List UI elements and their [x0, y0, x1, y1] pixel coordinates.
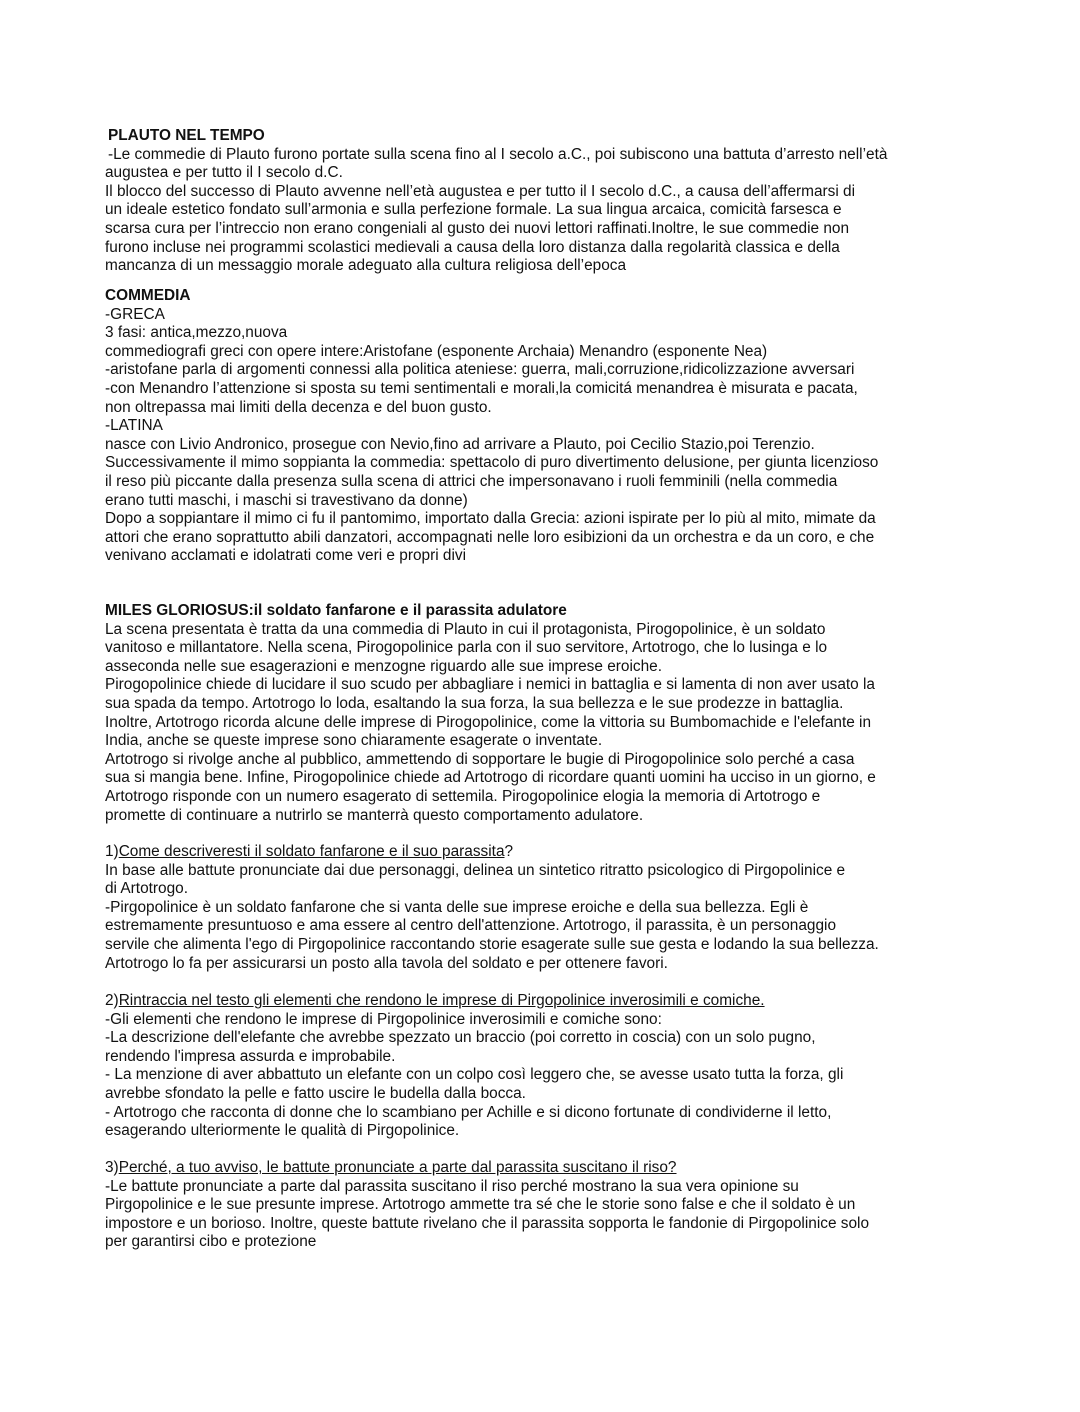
- text-line: -LATINA: [105, 417, 163, 435]
- text-line: In base alle battute pronunciate dai due personaggi, delinea un sintetico ritratto psicologico di Pirgopolinice e: [105, 861, 846, 879]
- text-line: nasce con Livio Andronico, prosegue con Nevio,fino ad arrivare a Plauto, poi Cecilio Stazio,poi Terenzio.: [105, 435, 815, 453]
- text-line: - Artotrogo che racconta di donne che lo scambiano per Achille e si dicono fortunate di condividerne il letto,: [105, 1103, 832, 1121]
- text-line: attori che erano soprattutto abili danzatori, accompagnati nelle loro esibizioni da un orchestra e da un coro, e che: [105, 528, 875, 546]
- text-line: asseconda nelle sue esagerazioni e menzogne riguardo alle sue imprese eroiche.: [105, 657, 662, 675]
- text-line: -con Menandro l’attenzione si sposta su temi sentimentali e morali,la comicitá menandrea è misurata e pacata,: [105, 379, 858, 397]
- question-text: Come descriveresti il soldato fanfarone e il suo parassita: [118, 843, 505, 860]
- question-text: Perché, a tuo avviso, le battute pronunciate a parte dal parassita suscitano il riso?: [118, 1159, 677, 1176]
- text-line: non oltrepassa mai limiti della decenza e del buon gusto.: [105, 398, 492, 416]
- text-line: Artotrogo risponde con un numero esagerato di settemila. Pirogopolinice elogia la memoria di Artotrogo e: [105, 787, 821, 805]
- question-number: 1): [105, 843, 119, 860]
- text-line: rendendo l'impresa assurda e improbabile.: [105, 1047, 396, 1065]
- text-line: -Gli elementi che rendono le imprese di Pirgopolinice inverosimili e comiche sono:: [105, 1010, 662, 1028]
- section-commedia: [105, 287, 955, 566]
- section-plauto-nel-tempo: [105, 127, 955, 276]
- text-line: Pirgopolinice e le sue presunte imprese. Artotrogo ammette tra sé che le storie sono false e che il soldato è un: [105, 1196, 856, 1214]
- text-line: -Le battute pronunciate a parte dal parassita suscitano il riso perché mostrano la sua vera opinione su: [105, 1177, 799, 1195]
- text-line: un ideale estetico fondato sull’armonia e sulla perfezione formale. La sua lingua arcaica, comicità farsesca e: [105, 201, 842, 219]
- question-heading: [105, 992, 955, 1011]
- text-line: Il blocco del successo di Plauto avvenne nell’età augustea e per tutto il I secolo d.C., a causa dell’affermarsi di: [105, 182, 856, 200]
- section-question-2: [105, 992, 955, 1141]
- text-line: vanitoso e millantatore. Nella scena, Pirogopolinice parla con il suo servitore, Artotrogo, che lo lusinga e lo: [105, 639, 828, 657]
- text-line: il reso più piccante dalla presenza sulla scena di attrici che impersonavano i ruoli femminili (nella commedia: [105, 472, 838, 490]
- text-line: -aristofane parla di argomenti connessi alla politica ateniese: guerra, mali,corruzione,ridicolizzazione avversari: [105, 361, 855, 379]
- section-miles-gloriosus: [105, 602, 955, 825]
- question-number: 2): [105, 992, 119, 1009]
- text-line: per garantirsi cibo e protezione: [105, 1233, 317, 1251]
- text-line: -Pirgopolinice è un soldato fanfarone che si vanta delle sue imprese eroiche e della sua bellezza. Egli è: [105, 898, 809, 916]
- text-line: sua spada da tempo. Artotrogo lo loda, esaltando la sua forza, la sua bellezza e le sue prodezze in battaglia.: [105, 694, 844, 712]
- text-line: venivano acclamati e idolatrati come veri e propri divi: [105, 547, 466, 565]
- text-line: -Le commedie di Plauto furono portate sulla scena fino al I secolo a.C., poi subiscono una battuta d’arresto nell’età: [108, 145, 888, 163]
- text-line: avrebbe sfondato la pelle e fatto uscire le budella dalla bocca.: [105, 1084, 526, 1102]
- text-line: Successivamente il mimo soppianta la commedia: spettacolo di puro divertimento delusione, per giunta licenzioso: [105, 454, 879, 472]
- text-line: Artotrogo si rivolge anche al pubblico, ammettendo di sopportare le bugie di Pirogopolinice solo perché a casa: [105, 750, 855, 768]
- text-line: La scena presentata è tratta da una commedia di Plauto in cui il protagonista, Pirogopolinice, è un soldato: [105, 620, 826, 638]
- text-line: esagerando ulteriormente le qualità di Pirgopolinice.: [105, 1122, 460, 1140]
- text-line: promette di continuare a nutrirlo se manterrà questo comportamento adulatore.: [105, 806, 644, 824]
- text-line: Pirogopolinice chiede di lucidare il suo scudo per abbagliare i nemici in battaglia e si lamenta di non aver usato la: [105, 676, 875, 694]
- question-heading: [105, 1159, 955, 1178]
- text-line: Dopo a soppiantare il mimo ci fu il pantomimo, importato dalla Grecia: azioni ispirate per lo più al mito, mimate da: [105, 510, 876, 528]
- text-line: impostore e un borioso. Inoltre, queste battute rivelano che il parassita sopporta le fandonie di Pirgopolinice solo: [105, 1214, 870, 1232]
- question-heading: [105, 843, 955, 862]
- text-line: -La descrizione dell'elefante che avrebbe spezzato un braccio (poi corretto in coscia) con un solo pugno,: [105, 1029, 816, 1047]
- text-line: mancanza di un messaggio morale adeguato alla cultura religiosa dell’epoca: [105, 257, 627, 275]
- text-line: estremamente presuntuoso e ama essere al centro dell'attenzione. Artotrogo, il parassita, è un personaggio: [105, 917, 837, 935]
- question-text: Rintraccia nel testo gli elementi che rendono le imprese di Pirgopolinice inverosimili e comiche.: [118, 992, 765, 1009]
- text-line: India, anche se queste imprese sono chiaramente esagerate o inventate.: [105, 732, 603, 750]
- section-question-3: [105, 1159, 955, 1252]
- text-line: di Artotrogo.: [105, 880, 188, 898]
- text-line: Inoltre, Artotrogo ricorda alcune delle imprese di Pirogopolinice, come la vittoria su Bumbomachide e l'elefante in: [105, 713, 872, 731]
- text-line: scarsa cura per l’intreccio non erano congeniali al gusto dei nuovi lettori raffinati.Inoltre, le sue commedie non: [105, 219, 850, 237]
- text-line: augustea e per tutto il I secolo d.C.: [105, 164, 343, 182]
- text-line: - La menzione di aver abbattuto un elefante con un colpo così leggero che, se avesse usato tutta la forza, gli: [105, 1066, 844, 1084]
- text-line: servile che alimenta l'ego di Pirgopolinice raccontando storie esagerate sulle sue gesta e lodando la sua bellezza.: [105, 935, 879, 953]
- text-line: erano tutti maschi, i maschi si travestivano da donne): [105, 491, 468, 509]
- text-line: sua si mangia bene. Infine, Pirogopolinice chiede ad Artotrogo di ricordare quanti uomini ha ucciso in un giorno, e: [105, 769, 876, 787]
- question-mark: ?: [504, 843, 514, 860]
- text-line: commediografi greci con opere intere:Aristofane (esponente Archaia) Menandro (esponente Nea): [105, 342, 768, 360]
- section-title: MILES GLORIOSUS:il soldato fanfarone e il parassita adulatore: [105, 602, 567, 619]
- section-title: COMMEDIA: [105, 287, 191, 304]
- text-line: -GRECA: [105, 305, 165, 323]
- text-line: Artotrogo lo fa per assicurarsi un posto alla tavola del soldato e per ottenere favori.: [105, 954, 668, 972]
- section-title: PLAUTO NEL TEMPO: [108, 127, 265, 144]
- text-line: 3 fasi: antica,mezzo,nuova: [105, 324, 288, 342]
- question-number: 3): [105, 1159, 119, 1176]
- section-question-1: [105, 843, 955, 973]
- text-line: furono incluse nei programmi scolastici medievali a causa della loro distanza dalla regolarità classica e della: [105, 238, 840, 256]
